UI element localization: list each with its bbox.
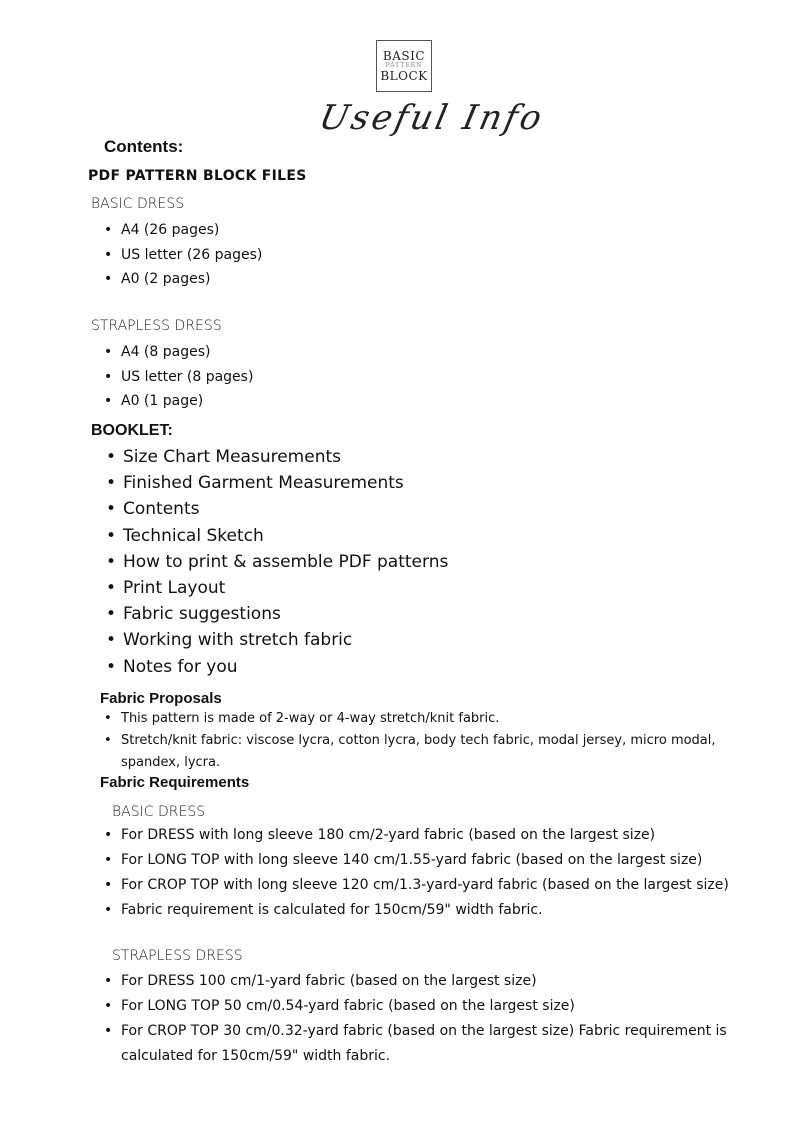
- list-item: • For LONG TOP with long sleeve 140 cm/1.55-yard fabric (based on the largest size): [121, 848, 791, 873]
- list-item: • A4 (8 pages): [121, 342, 253, 367]
- list-item: • Contents: [123, 498, 448, 524]
- basic-dress-fabric-list: [121, 823, 791, 923]
- list-item: • A0 (2 pages): [121, 269, 262, 294]
- fabric-requirements-heading: Fabric Requirements: [100, 774, 250, 791]
- list-item: • Size Chart Measurements: [123, 446, 448, 472]
- list-item: • Working with stretch fabric: [123, 629, 448, 655]
- strapless-dress-fabric-label: STRAPLESS DRESS: [112, 948, 243, 964]
- list-item: • For LONG TOP 50 cm/0.54-yard fabric (based on the largest size): [121, 994, 791, 1019]
- list-item: • Fabric suggestions: [123, 603, 448, 629]
- list-item: • For DRESS 100 cm/1-yard fabric (based on the largest size): [121, 969, 791, 994]
- list-item: • For CROP TOP 30 cm/0.32-yard fabric (based on the largest size) Fabric requirement is calculated for 150cm/59" width fabric.: [121, 1019, 791, 1069]
- list-item: • A0 (1 page): [121, 391, 253, 416]
- booklet-heading: BOOKLET:: [91, 422, 173, 439]
- list-item: • For CROP TOP with long sleeve 120 cm/1.3-yard-yard fabric (based on the largest size): [121, 873, 791, 898]
- strapless-dress-label: STRAPLESS DRESS: [91, 318, 222, 334]
- list-item: • Stretch/knit fabric: viscose lycra, cotton lycra, body tech fabric, modal jersey, micro modal, spandex, lycra.: [121, 730, 761, 774]
- list-item: • A4 (26 pages): [121, 220, 262, 245]
- list-item: • Fabric requirement is calculated for 150cm/59" width fabric.: [121, 898, 791, 923]
- list-item: • For DRESS with long sleeve 180 cm/2-yard fabric (based on the largest size): [121, 823, 791, 848]
- list-item: • This pattern is made of 2-way or 4-way stretch/knit fabric.: [121, 708, 761, 730]
- list-item: • US letter (8 pages): [121, 367, 253, 392]
- fabric-proposals-list: [121, 708, 761, 774]
- basic-dress-fabric-label: BASIC DRESS: [112, 804, 206, 820]
- list-item: • Finished Garment Measurements: [123, 472, 448, 498]
- booklet-contents-list: [123, 446, 448, 682]
- pdf-files-heading: PDF PATTERN BLOCK FILES: [88, 168, 307, 184]
- strapless-dress-fabric-list: [121, 969, 791, 1069]
- list-item: • How to print & assemble PDF patterns: [123, 551, 448, 577]
- list-item: • Print Layout: [123, 577, 448, 603]
- fabric-proposals-heading: Fabric Proposals: [100, 690, 222, 707]
- strapless-dress-files-list: [121, 342, 253, 416]
- basic-dress-label: BASIC DRESS: [91, 196, 185, 212]
- logo-line-block: BLOCK: [380, 69, 428, 83]
- basic-dress-files-list: [121, 220, 262, 294]
- logo-line-basic: BASIC: [382, 49, 426, 63]
- list-item: • Technical Sketch: [123, 525, 448, 551]
- page-title: Useful Info: [315, 98, 549, 138]
- list-item: • Notes for you: [123, 656, 448, 682]
- logo-line-pattern: PATTERN: [385, 62, 423, 69]
- contents-heading: Contents:: [104, 137, 184, 156]
- list-item: • US letter (26 pages): [121, 245, 262, 270]
- brand-logo: [376, 40, 432, 92]
